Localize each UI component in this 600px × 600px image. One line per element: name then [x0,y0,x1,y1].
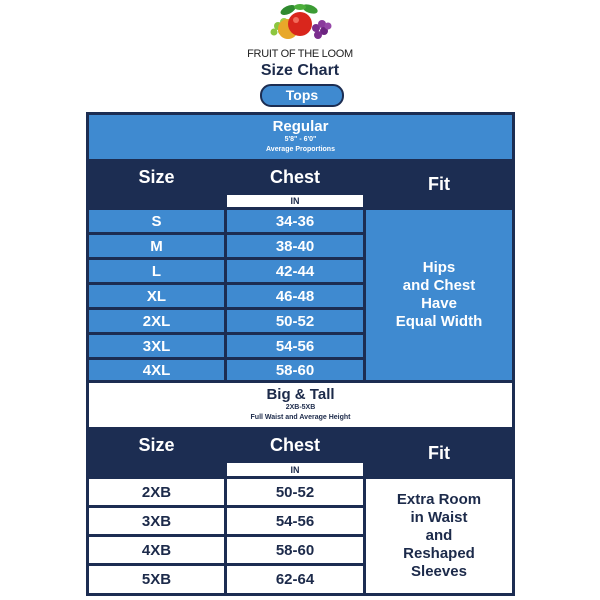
regular-row-size: XL [89,285,224,307]
regular-size-subheader [89,195,224,207]
bigtall-sizes: 2XB-5XB [285,404,316,411]
bigtall-row-size: 2XB [89,479,224,505]
fruit-cluster-logo-icon [258,2,342,48]
brand-name: FRUIT OF THE LOOM [247,48,353,60]
bigtall-unit-label: IN [227,463,363,476]
regular-unit-label: IN [227,195,363,207]
regular-proportions: Average Proportions [266,146,335,153]
regular-row-chest: 50-52 [227,310,363,332]
bigtall-row-size: 5XB [89,566,224,593]
bigtall-row-chest: 54-56 [227,508,363,534]
regular-height: 5'8" - 6'0" [284,136,317,143]
bigtall-size-subheader [89,463,224,476]
regular-fit-description: Hips and Chest Have Equal Width [366,210,512,380]
bigtall-row-size: 3XB [89,508,224,534]
bigtall-banner [89,383,512,427]
regular-row-size: 4XL [89,360,224,380]
regular-row-size: 2XL [89,310,224,332]
bigtall-row-chest: 58-60 [227,537,363,563]
regular-row-chest: 34-36 [227,210,363,232]
regular-row-size: S [89,210,224,232]
size-chart-table [86,112,515,596]
regular-chest-header: Chest [227,162,363,193]
bigtall-fit-description: Extra Room in Waist and Reshaped Sleeves [366,479,512,593]
regular-size-header: Size [89,162,224,193]
regular-row-chest: 38-40 [227,235,363,257]
bigtall-fit-header: Fit [366,430,512,476]
bigtall-description: Full Waist and Average Height [250,414,351,421]
bigtall-row-size: 4XB [89,537,224,563]
regular-row-chest: 46-48 [227,285,363,307]
bigtall-chest-header: Chest [227,430,363,461]
regular-row-chest: 54-56 [227,335,363,357]
bigtall-title: Big & Tall [266,386,335,403]
regular-row-size: L [89,260,224,282]
regular-row-chest: 42-44 [227,260,363,282]
regular-row-size: M [89,235,224,257]
page-title: Size Chart [260,62,340,79]
bigtall-size-header: Size [89,430,224,461]
regular-banner [89,115,512,159]
bigtall-row-chest: 50-52 [227,479,363,505]
regular-row-chest: 58-60 [227,360,363,380]
regular-row-size: 3XL [89,335,224,357]
regular-fit-header: Fit [366,162,512,207]
bigtall-row-chest: 62-64 [227,566,363,593]
regular-title: Regular [272,118,329,135]
category-pill: Tops [260,84,344,107]
